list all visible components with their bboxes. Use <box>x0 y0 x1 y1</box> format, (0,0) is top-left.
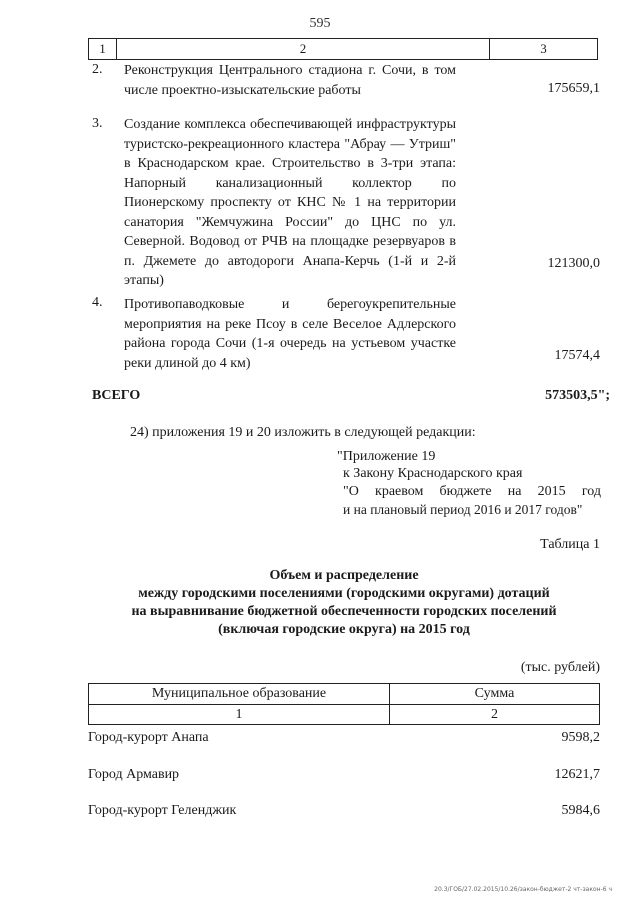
city-value: 9598,2 <box>561 730 600 745</box>
title-line-3: на выравнивание бюджетной обеспеченности городских поселений <box>131 604 557 619</box>
appendix-line-1: "Приложение 19 <box>337 449 436 464</box>
row-description: Создание комплекса обеспечивающей инфраструктуры туристско-рекреационного кластера "Абрау — Утриш" в Краснодарском крае. Строительство в 3-три этапа: Напорный канализационный коллектор по Пионерскому проспекту от КНС № 1 на территории санатория "Жемчужина России" до ЦНС по ул. Северной. Водовод от РЧВ на площадке резервуаров в п. Джемете до автодороги Анапа-Керчь (1-й и 2-й этапы) <box>124 117 456 288</box>
row-value: 17574,4 <box>554 348 600 363</box>
row-value: 175659,1 <box>547 81 600 96</box>
total-value: 573503,5"; <box>545 388 610 403</box>
city-name: Город-курорт Геленджик <box>88 803 237 818</box>
title-line-2: между городскими поселениями (городскими округами) дотаций <box>138 586 550 601</box>
footer-code: 20.3/ГОБ/27.02.2015/10.26/закон-бюджет-2 чт-закон-6 ч <box>434 886 612 893</box>
title-line-4: (включая городские округа) на 2015 год <box>218 622 470 637</box>
row-number: 4. <box>92 295 103 310</box>
table-label: Таблица 1 <box>540 537 600 552</box>
appendix-line-2: к Закону Краснодарского края <box>343 466 523 481</box>
total-label: ВСЕГО <box>92 388 141 403</box>
row-description: Противопаводковые и берегоукрепительные мероприятия на реке Псоу в селе Веселое Адлерского района города Сочи (1-я очередь на устьевом участке реки длиной до 4 км) <box>124 297 456 371</box>
row-number: 3. <box>92 116 103 131</box>
city-name: Город Армавир <box>88 767 180 782</box>
row-description: Реконструкция Центрального стадиона г. Сочи, в том числе проектно-изыскательские работы <box>124 63 456 98</box>
units-label: (тыс. рублей) <box>520 660 600 675</box>
city-value: 12621,7 <box>554 767 600 782</box>
header-col-3: 3 <box>540 41 547 56</box>
continuation-table-header <box>88 38 598 60</box>
header-col-2: 2 <box>299 41 307 56</box>
column-number-2: 2 <box>491 707 498 722</box>
row-value: 121300,0 <box>547 256 600 271</box>
column-header-amount: Сумма <box>474 686 515 701</box>
city-name: Город-курорт Анапа <box>88 730 209 745</box>
total-value-wrap <box>545 388 610 404</box>
column-number-1: 1 <box>235 707 243 722</box>
header-col-1: 1 <box>99 41 106 56</box>
city-value: 5984,6 <box>561 803 600 818</box>
page-number: 595 <box>309 16 331 31</box>
row-number: 2. <box>92 62 103 77</box>
title-line-1: Объем и распределение <box>269 568 419 583</box>
distribution-table-header <box>88 683 600 725</box>
paragraph-24: 24) приложения 19 и 20 изложить в следующей редакции: <box>130 425 476 440</box>
column-header-municipality: Муниципальное образование <box>151 686 327 701</box>
appendix-line-4: и на плановый период 2016 и 2017 годов" <box>343 502 583 517</box>
appendix-line-3: "О краевом бюджете на 2015 год <box>343 484 601 499</box>
